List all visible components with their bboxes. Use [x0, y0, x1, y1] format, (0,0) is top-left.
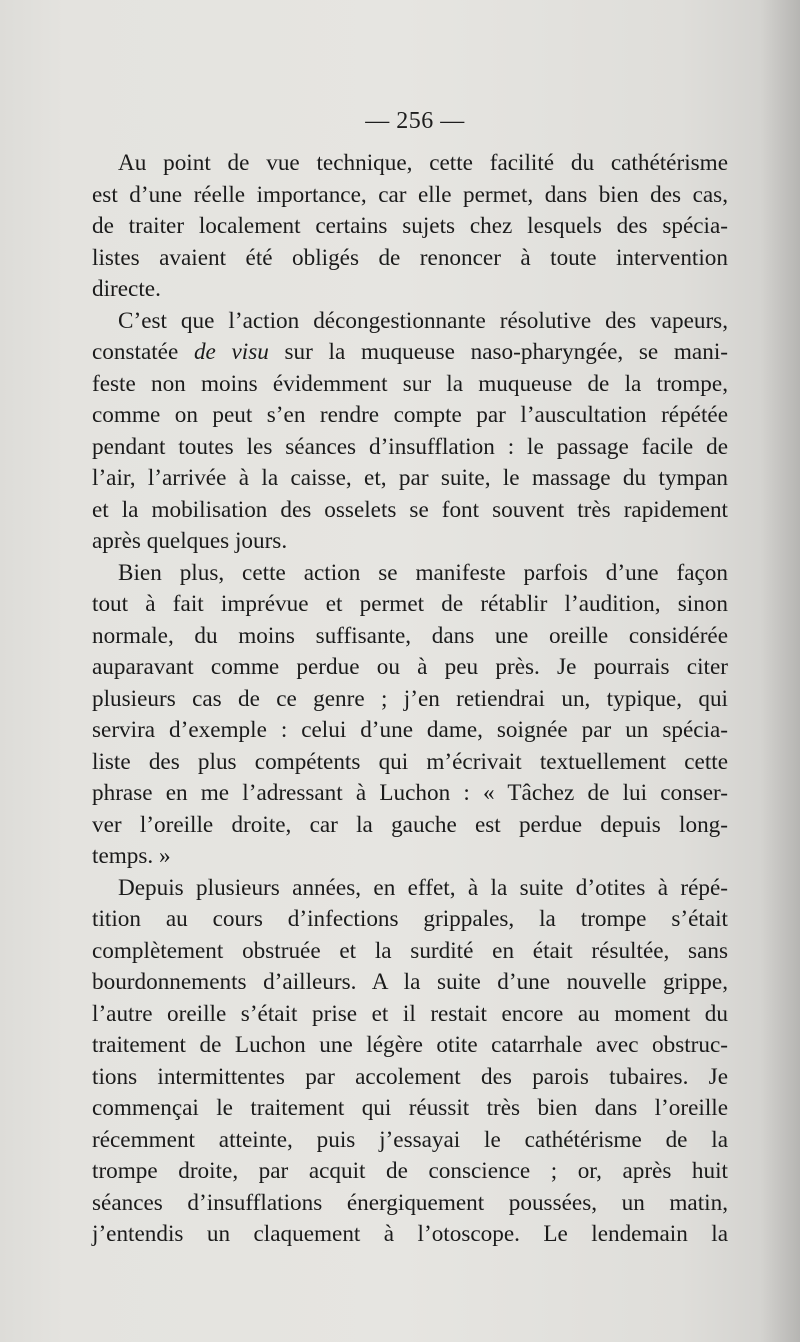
text-line: après quelques jours.	[92, 528, 288, 554]
text-line: plusieurs cas de ce genre ; j’en retiendrai un, typique, qui	[92, 685, 728, 712]
text-line: complètement obstruée et la surdité en était résultée, sans	[92, 937, 728, 964]
text-line: temps. »	[92, 843, 171, 869]
text-line: normale, du moins suffisante, dans une oreille considérée	[92, 622, 728, 649]
text-line: et la mobilisation des osselets se font souvent très rapidement	[92, 496, 728, 523]
text-line: traitement de Luchon une légère otite catarrhale avec obstruc-	[92, 1032, 728, 1058]
text-line: l’autre oreille s’était prise et il restait encore au moment du	[92, 1000, 728, 1027]
text-line: listes avaient été obligés de renoncer à toute intervention	[92, 244, 728, 271]
body-text	[92, 148, 728, 1251]
text-line: ver l’oreille droite, car la gauche est perdue depuis long-	[92, 811, 728, 838]
text-line: trompe droite, par acquit de conscience ; or, après huit	[92, 1158, 728, 1184]
paragraph	[92, 306, 728, 558]
text-line: récemment atteinte, puis j’essayai le cathétérisme de la	[92, 1126, 728, 1153]
text-line: comme on peut s’en rendre compte par l’auscultation répétée	[92, 402, 728, 428]
text-line: j’entendis un claquement à l’otoscope. Le lendemain la	[92, 1221, 728, 1247]
text-line: l’air, l’arrivée à la caisse, et, par suite, le massage du tympan	[92, 465, 728, 491]
text-line: Bien plus, cette action se manifeste parfois d’une façon	[118, 559, 728, 586]
page-edge-shadow	[760, 0, 800, 1342]
text-line: Depuis plusieurs années, en effet, à la suite d’otites à répé-	[118, 874, 728, 901]
text-line: servira d’exemple : celui d’une dame, soignée par un spécia-	[92, 717, 728, 743]
text-line: feste non moins évidemment sur la muqueuse de la trompe,	[92, 370, 728, 397]
paragraph	[92, 148, 728, 306]
text-line: de traiter localement certains sujets chez lesquels des spécia-	[92, 213, 728, 239]
text-line-italic-phrase: constatée de visu sur la muqueuse naso-pharyngée, se mani-	[92, 339, 728, 365]
paragraph	[92, 873, 728, 1251]
paragraph	[92, 558, 728, 873]
text-line: tition au cours d’infections grippales, la trompe s’était	[92, 906, 728, 932]
text-line: phrase en me l’adressant à Luchon : « Tâchez de lui conser-	[92, 780, 728, 806]
text-line: auparavant comme perdue ou à peu près. Je pourrais citer	[92, 654, 728, 680]
text-line: Au point de vue technique, cette facilité du cathétérisme	[118, 150, 728, 176]
text-line: séances d’insufflations énergiquement poussées, un matin,	[92, 1189, 728, 1216]
text-line: C’est que l’action décongestionnante résolutive des vapeurs,	[118, 307, 728, 334]
text-line: commençai le traitement qui réussit très bien dans l’oreille	[92, 1095, 728, 1121]
text-line: bourdonnements d’ailleurs. A la suite d’une nouvelle grippe,	[92, 969, 728, 995]
italic-phrase: de visu	[193, 339, 269, 365]
page-number: — 256 —	[365, 108, 465, 134]
text-line: directe.	[92, 276, 161, 302]
text-line: tions intermittentes par accolement des parois tubaires. Je	[92, 1063, 728, 1090]
text-line: est d’une réelle importance, car elle permet, dans bien des cas,	[92, 181, 728, 208]
text-line: tout à fait imprévue et permet de rétablir l’audition, sinon	[92, 591, 728, 617]
text-line: pendant toutes les séances d’insufflation : le passage facile de	[92, 433, 728, 460]
text-line: liste des plus compétents qui m’écrivait textuellement cette	[92, 748, 728, 775]
